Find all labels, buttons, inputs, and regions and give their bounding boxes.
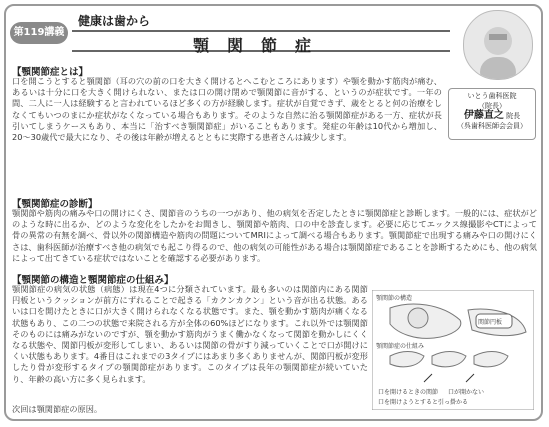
section-body-3: 顎関節症の病気の状態（病態）は現在4つに分類されています。最も多いのは関節内にある関節円板というクッションが前方にずれることで起きる「カクンカクン」という音が出る状態。あるいは口を開けたときに口が大きく開けられなくなる状態です。また、顎を動かす筋肉が痛くなる状態もあり、この二つの状態で来院される方が全体の60%ほどになります。これ以外では顎関節そのものには痛みがないのですが、顎を動かす筋肉がうまく働かなくなって関節を動かしにくくなる状態や、関節円板が変形してしまい、あるいは関節の骨がすり減っていくことで口が開けにくい状態もあります。4番目はこれまでの3タイプにはあまり多くありませんが、関節円板が変形したり骨が変形するタイプの顎関節症があります。このタイプは長年の顎関節症が続いていたり、年齢の高い方に多く見られます。 — [12, 284, 368, 384]
diagram-caption-3: 口を開けようとすると引っ掛かる — [378, 399, 469, 406]
clinic-name: いとう歯科医院 — [467, 92, 517, 100]
doctor-portrait-icon — [464, 11, 532, 79]
section-heading-3: 【顎関節の構造と顎関節症の仕組み】 — [12, 275, 174, 286]
doctor-title: 院長 — [506, 112, 521, 120]
doctor-photo — [463, 10, 533, 80]
doctor-info-box — [448, 88, 536, 140]
doctor-affiliation: （呉歯科医師会会員） — [457, 122, 527, 130]
series-title: 健康は歯から — [78, 14, 151, 28]
diagram-caption-1: 口を開けるときの関節 — [378, 389, 439, 396]
diagram-mid-label: 顎関節症の仕組み — [376, 343, 425, 350]
article-title: 顎関節症 — [192, 36, 329, 55]
tmj-diagram — [372, 290, 534, 410]
section-footer-note: 次回は顎関節症の原因。 — [12, 404, 103, 414]
section-body-2: 顎関節や筋肉の痛みや口の開けにくさ、関節音のうちの一つがあり、他の病気を否定したときに顎関節症と診断します。一般的には、症状がどのような時に出るか、どのような変化をしたかをお聞きし、顎関節や筋肉、口の中を診査します。必要に応じてエックス線撮影やCTによって骨の異常の有無を調べ、骨以外の関節構造や筋肉の問題についてMRIによって調べる場合もあります。顎関節症で出現する痛みや口の開けにくさは、歯科医師が治療すべき他の病気でも起こり得るので、他の病気の可能性がある場合は顎関節症であることを診断するためにも、他の病気によって出てきている症状ではないことを確認する必要があります。 — [12, 208, 537, 263]
diagram-top-label: 顎関節の構造 — [376, 295, 413, 302]
diagram-tag-disc: 関節円板 — [478, 319, 503, 326]
section-body-1: 口を開こうとすると顎関節（耳の穴の前の口を大きく開けるとへこむところにあります）や顎を動かす筋肉が痛む、あるいは十分に口を大きく開けられない、または口の開け閉めで顎関節に音がする、というのが症状です。一年の間、二人に一人は経験すると言われているほど多くの方が経験します。症状が自覚できず、歳をとると何の治療をしなくてもいつのまにか症状がなくなっている場合もあります。そのような自然に治る顎関節症がある一方、症状が長引いてしまうケースもあり、本当に「治すべき顎関節症」がいることもあります。発症の年齢は10代から増加し、20〜30歳代で最大になり、その後は年齢が増えるとともに実際する患者さんは減少します。 — [12, 76, 442, 143]
section-heading-2: 【顎関節症の診断】 — [12, 199, 98, 210]
doctor-name: 伊藤直之 — [463, 110, 504, 121]
clinic-role: （院長） — [478, 102, 506, 110]
section-heading-1: 【顎関節症とは】 — [12, 67, 89, 78]
diagram-caption-2: 口が開かない — [448, 389, 485, 396]
title-bar — [72, 30, 450, 55]
lecture-number-badge: 第119講義 — [10, 22, 68, 44]
